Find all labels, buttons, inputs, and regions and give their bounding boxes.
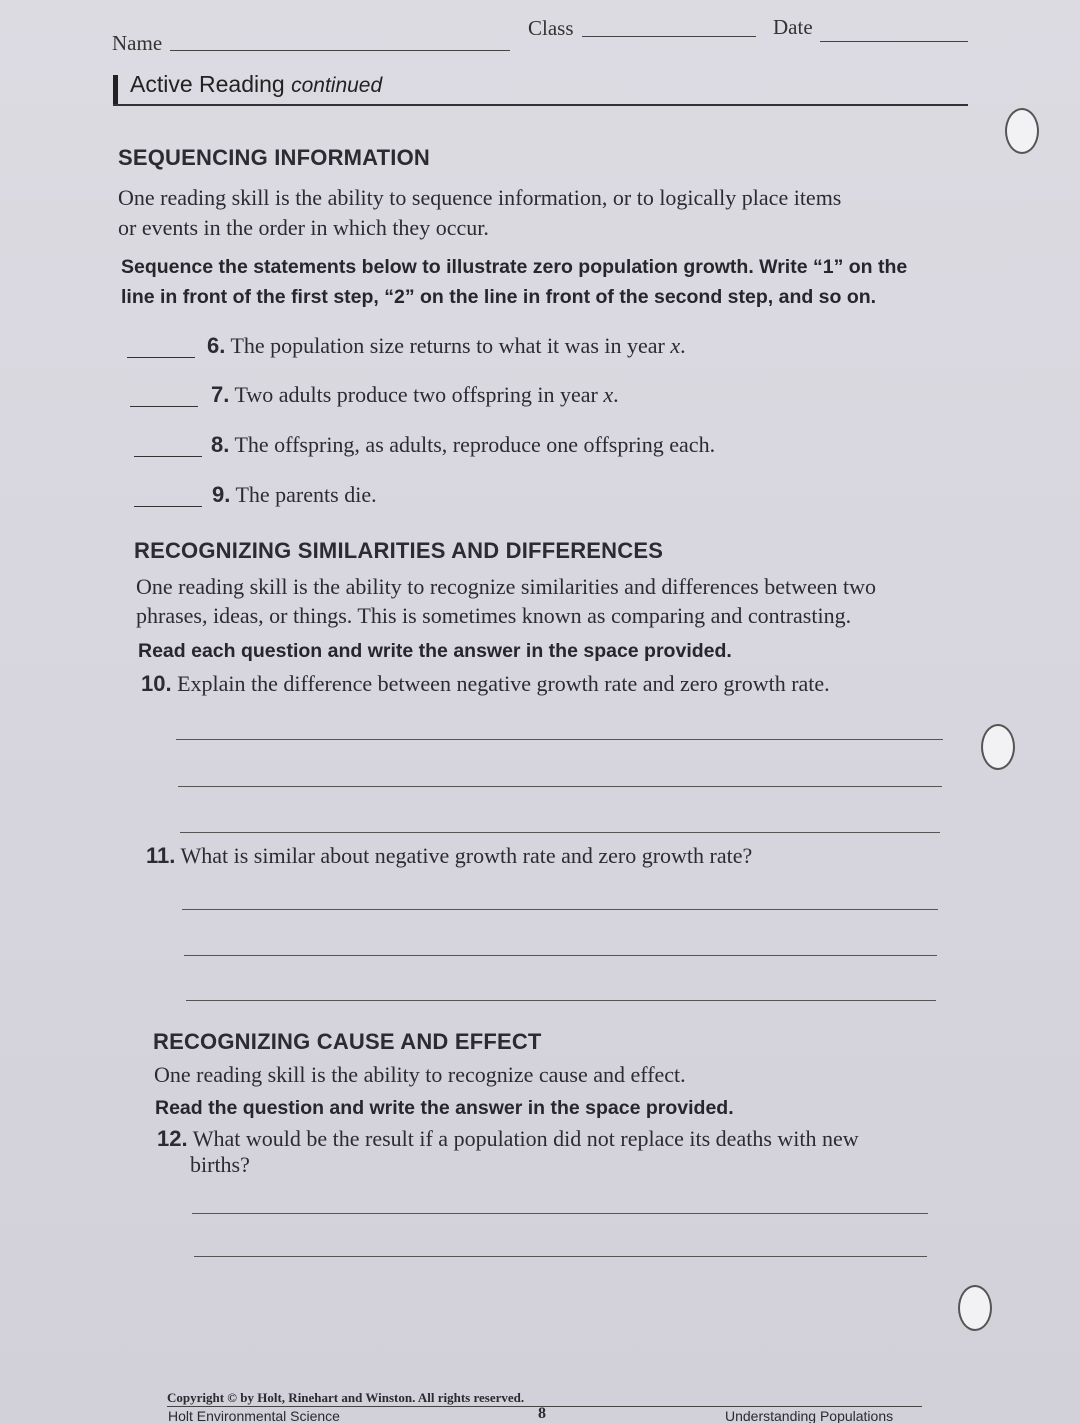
answer-10-line-2[interactable] bbox=[178, 786, 942, 787]
cause-effect-instruction: Read the question and write the answer in the space provided. bbox=[155, 1097, 734, 1119]
item-6-number: 6. bbox=[207, 333, 226, 358]
similarities-intro-line2: phrases, ideas, or things. This is sometimes known as comparing and contrasting. bbox=[136, 603, 852, 628]
item-8-blank[interactable] bbox=[134, 456, 202, 457]
sequencing-title: SEQUENCING INFORMATION bbox=[118, 145, 430, 170]
date-label: Date bbox=[773, 15, 813, 39]
footer-chapter: Understanding Populations bbox=[725, 1408, 894, 1423]
item-8-number: 8. bbox=[211, 432, 230, 457]
title-bar-mark bbox=[113, 75, 118, 106]
question-12-text: What would be the result if a population did not replace its deaths with new bbox=[192, 1126, 859, 1151]
similarities-instruction: Read each question and write the answer in the space provided. bbox=[138, 640, 732, 662]
question-10 bbox=[141, 671, 830, 697]
item-9-text: The parents die. bbox=[235, 482, 377, 507]
item-7 bbox=[211, 382, 619, 408]
item-9-number: 9. bbox=[212, 482, 231, 507]
binder-hole-bottom bbox=[958, 1285, 992, 1331]
copyright-notice: Copyright © by Holt, Rinehart and Winston. All rights reserved. bbox=[167, 1390, 525, 1405]
item-8-text: The offspring, as adults, reproduce one offspring each. bbox=[234, 432, 716, 457]
question-11 bbox=[146, 843, 752, 869]
name-line bbox=[170, 50, 510, 51]
cause-effect-intro: One reading skill is the ability to recognize cause and effect. bbox=[154, 1062, 686, 1087]
running-title-main: Active Reading bbox=[130, 71, 285, 97]
sequencing-intro bbox=[118, 183, 968, 243]
sequencing-instruction bbox=[121, 252, 971, 312]
item-9-blank[interactable] bbox=[134, 506, 202, 507]
sequencing-instruction-line1: Sequence the statements below to illustrate zero population growth. Write “1” on the bbox=[121, 256, 908, 278]
question-10-text: Explain the difference between negative growth rate and zero growth rate. bbox=[177, 671, 830, 696]
class-line bbox=[582, 36, 756, 37]
running-title bbox=[130, 71, 382, 98]
question-12-number: 12. bbox=[157, 1126, 188, 1151]
running-title-rule bbox=[113, 104, 968, 106]
footer-book-title: Holt Environmental Science bbox=[168, 1408, 340, 1423]
item-7-blank[interactable] bbox=[130, 406, 198, 407]
item-7-text: Two adults produce two offspring in year bbox=[234, 382, 604, 407]
binder-hole-top bbox=[1005, 108, 1039, 154]
question-11-text: What is similar about negative growth rate and zero growth rate? bbox=[180, 843, 753, 868]
item-9 bbox=[212, 482, 377, 508]
sequencing-intro-line1: One reading skill is the ability to sequence information, or to logically place items bbox=[118, 185, 842, 210]
item-6-var: x bbox=[670, 333, 681, 358]
sequencing-instruction-line2: line in front of the first step, “2” on the line in front of the second step, and so on. bbox=[121, 286, 877, 308]
question-12 bbox=[157, 1126, 859, 1178]
answer-10-line-3[interactable] bbox=[180, 832, 940, 833]
answer-11-line-2[interactable] bbox=[184, 955, 937, 956]
question-12-line2: births? bbox=[190, 1152, 250, 1177]
item-6-text: The population size returns to what it was in year bbox=[230, 333, 671, 358]
item-7-number: 7. bbox=[211, 382, 230, 407]
cause-effect-title: RECOGNIZING CAUSE AND EFFECT bbox=[153, 1029, 542, 1054]
question-10-number: 10. bbox=[141, 671, 172, 696]
answer-12-line-2[interactable] bbox=[194, 1256, 927, 1257]
similarities-title: RECOGNIZING SIMILARITIES AND DIFFERENCES bbox=[134, 538, 664, 563]
item-6-end: . bbox=[680, 333, 686, 358]
page-number: 8 bbox=[538, 1405, 546, 1422]
item-8 bbox=[211, 432, 715, 458]
similarities-intro bbox=[136, 572, 966, 630]
item-7-var: x bbox=[603, 382, 614, 407]
name-label: Name bbox=[112, 31, 163, 55]
sequencing-intro-line2: or events in the order in which they occur. bbox=[118, 215, 489, 240]
date-line bbox=[820, 41, 968, 42]
question-11-number: 11. bbox=[146, 843, 176, 868]
item-6-blank[interactable] bbox=[127, 357, 195, 358]
item-6 bbox=[207, 333, 686, 359]
similarities-intro-line1: One reading skill is the ability to recognize similarities and differences between two bbox=[136, 574, 877, 599]
item-7-end: . bbox=[613, 382, 619, 407]
running-title-suffix: continued bbox=[291, 74, 383, 97]
binder-hole-middle bbox=[981, 724, 1015, 770]
answer-10-line-1[interactable] bbox=[176, 739, 943, 740]
answer-12-line-1[interactable] bbox=[192, 1213, 928, 1214]
question-12-line1 bbox=[157, 1126, 859, 1152]
answer-11-line-3[interactable] bbox=[186, 1000, 936, 1001]
class-label: Class bbox=[528, 16, 574, 40]
answer-11-line-1[interactable] bbox=[182, 909, 938, 910]
